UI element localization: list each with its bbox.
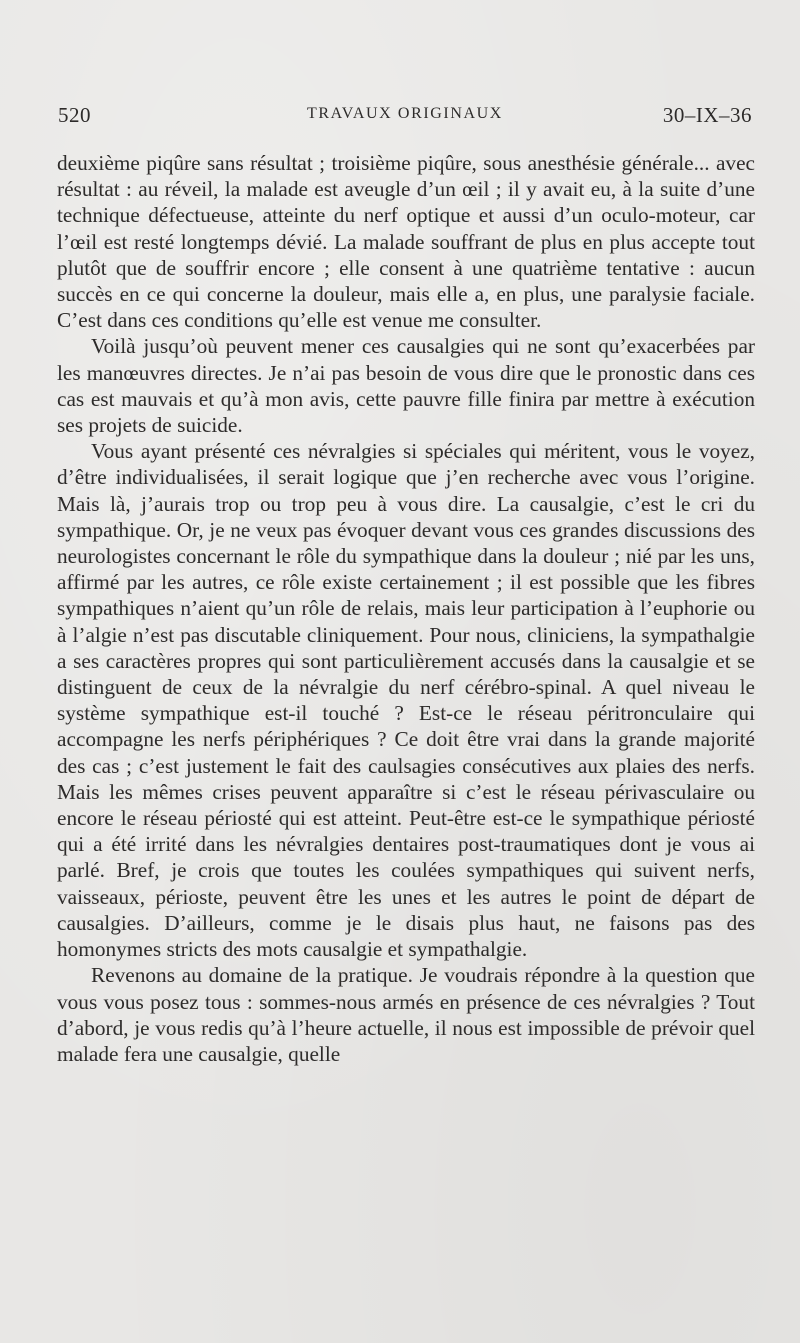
paragraph-2: Voilà jusqu’où peuvent mener ces causalgies qui ne sont qu’exacerbées par les manœuvres directes. Je n’ai pas besoin de vous dire que le pronostic dans ces cas est mauvais et qu’à mon avis, cette pauvre fille finira par mettre à exécution ses projets de suicide. — [57, 334, 755, 438]
running-header — [58, 103, 752, 133]
paragraph-4: Revenons au domaine de la pratique. Je voudrais répondre à la question que vous vous posez tous : sommes-nous armés en présence de ces névralgies ? Tout d’abord, je vous redis qu’à l’heure actuelle, il nous est impossible de prévoir quel malade fera une causalgie, quelle — [57, 963, 755, 1066]
body-text — [57, 150, 755, 1067]
issue-date: 30–IX–36 — [662, 103, 752, 127]
paragraph-1: deuxième piqûre sans résultat ; troisième piqûre, sous anesthésie générale... avec résultat : au réveil, la malade est aveugle d’un œil ; il y avait eu, à la suite d’une technique défectueuse, atteinte du nerf optique et aussi d’un oculo-moteur, car l’œil est resté longtemps dévié. La malade souffrant de plus en plus accepte tout plutôt que de souffrir encore ; elle consent à une quatrième tentative : aucun succès en ce qui concerne la douleur, mais elle a, en plus, une paralysie faciale. C’est dans ces conditions qu’elle est venue me consulter. — [57, 151, 755, 333]
running-title: TRAVAUX ORIGINAUX — [307, 105, 503, 122]
page-number: 520 — [58, 103, 91, 127]
paragraph-3: Vous ayant présenté ces névralgies si spéciales qui méritent, vous le voyez, d’être individualisées, il serait logique que j’en recherche avec vous l’origine. Mais là, j’aurais trop ou trop peu à vous dire. La causalgie, c’est le cri du sympathique. Or, je ne veux pas évoquer devant vous ces grandes discussions des neurologistes concernant le rôle du sympathique dans la douleur ; nié par les uns, affirmé par les autres, ce rôle existe certainement ; il est possible que les fibres sympathiques n’aient qu’un rôle de relais, mais leur participation à l’euphorie ou à l’algie n’est pas discutable cliniquement. Pour nous, cliniciens, la sympathalgie a ses caractères propres qui sont particulièrement accusés dans la causalgie et se distinguent de ceux de la névralgie du nerf cérébro-spinal. A quel niveau le système sympathique est-il touché ? Est-ce le réseau péritronculaire qui accompagne les nerfs périphériques ? Ce doit être vrai dans la grande majorité des cas ; c’est justement le fait des caulsagies consécutives aux plaies des nerfs. Mais les mêmes crises peuvent apparaître si c’est le réseau périvasculaire ou encore le réseau périosté qui est atteint. Peut-être est-ce le sympathique périosté qui a été irrité dans les névralgies dentaires post-traumatiques dont je vous ai parlé. Bref, je crois que toutes les coulées sympathiques qui suivent nerfs, vaisseaux, périoste, peuvent être les unes et les autres le point de départ de causalgies. D’ailleurs, comme je le disais plus haut, ne faisons pas des homonymes stricts des mots causalgie et sympathalgie. — [57, 439, 755, 962]
